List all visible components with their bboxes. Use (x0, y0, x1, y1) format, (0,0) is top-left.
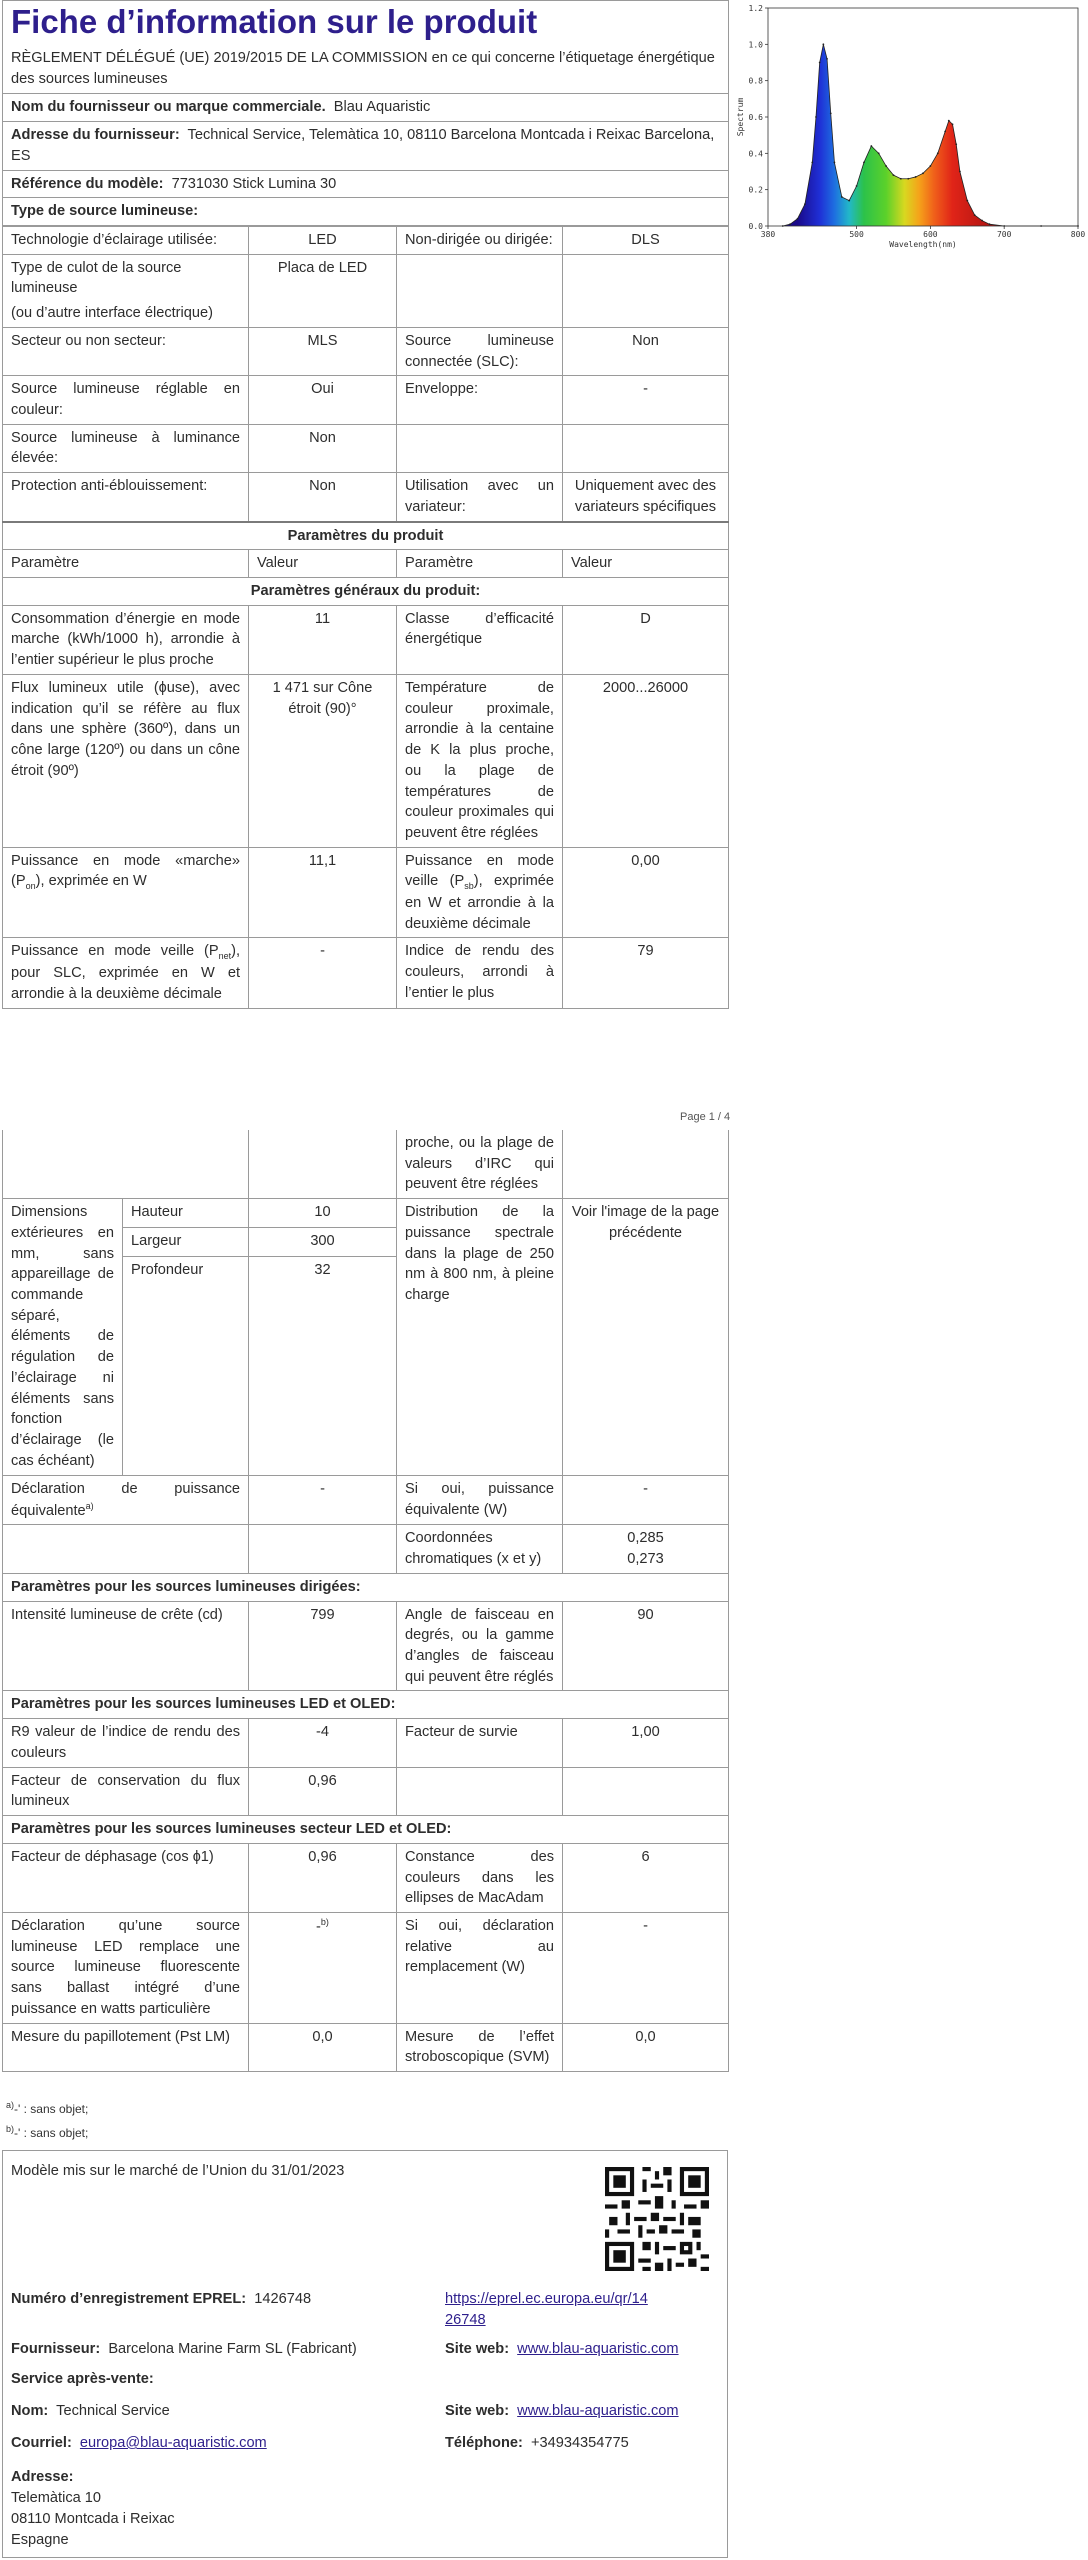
model-row (3, 170, 729, 198)
cct-label: Température de couleur proximale, arrondie à la centaine de K la plus proche, ou la plage de températures de couleur proximales qui peuvent être réglées (397, 674, 563, 847)
peak-intensity-label: Intensité lumineuse de crête (cd) (3, 1601, 249, 1691)
flicker-label: Mesure du papillotement (Pst LM) (3, 2023, 249, 2071)
col-value-1: Valeur (249, 550, 397, 578)
website-row-2 (445, 2401, 679, 2422)
general-params-header: Paramètres généraux du produit: (3, 578, 729, 606)
chroma-label: Coordonnées chromatiques (x et y) (397, 1525, 563, 1573)
y-tick-label: 0.0 (748, 222, 763, 231)
flux-label: Flux lumineux utile (ɸuse), avec indication qu’il se réfère au flux dans une sphère (360º), dans un cône large (120º) ou dans un cône étroit (90º) (3, 674, 249, 847)
fournisseur-label: Fournisseur: (11, 2341, 101, 2357)
envelope-value: - (563, 376, 729, 424)
col-value-2: Valeur (563, 550, 729, 578)
x-axis-label: Wavelength(nm) (889, 240, 957, 249)
eprel-contact-box (2, 2150, 728, 2558)
phone-row (445, 2433, 629, 2454)
high-luminance-value: Non (249, 424, 397, 472)
spectrum-point (959, 171, 961, 173)
postal-block (11, 2467, 175, 2552)
led-header: Paramètres pour les sources lumineuses LED et OLED: (3, 1691, 729, 1719)
pnet-label: Puissance en mode veille $(P_{net})$, pour SLC, exprimée en W et arrondie à la deuxième décimale (3, 938, 249, 1008)
page-number: Page 1 / 4 (680, 1111, 731, 1123)
x-tick-label: 600 (923, 230, 938, 239)
beam-angle-label: Angle de faisceau en degrés, ou la gamme d’angles de faisceau qui peuvent être réglés (397, 1601, 563, 1691)
spectrum-point (797, 218, 799, 220)
spectrum-point (907, 178, 909, 180)
spectrum-point (929, 165, 931, 167)
qr-code-icon[interactable] (605, 2167, 709, 2271)
spectrum-point (974, 214, 976, 216)
r9-value: -4 (249, 1719, 397, 1767)
eprel-label: Numéro d’enregistrement EPREL: (11, 2291, 247, 2307)
equiv-decl-value: - (249, 1476, 397, 1525)
x-tick-label: 700 (996, 230, 1012, 239)
cri-label-part-2: proche, ou la plage de valeurs d’IRC qui peuvent être réglées (397, 1130, 563, 1199)
spectrum-point (878, 152, 880, 154)
directed-label: Non-dirigée ou dirigée: (397, 226, 563, 254)
spectrum-point (955, 143, 957, 145)
svm-label: Mesure de l’effet stroboscopique (SVM) (397, 2023, 563, 2071)
chroma-x: 0,285 (627, 1530, 664, 1547)
maintenance-label: Facteur de conservation du flux lumineux (3, 1767, 249, 1815)
spectrum-point (900, 178, 902, 180)
spectrum-point (981, 220, 983, 222)
col-param-1: Paramètre (3, 550, 249, 578)
name-label: Nom: (11, 2403, 49, 2419)
glare-value: Non (249, 473, 397, 522)
y-axis-label: Spectrum (736, 97, 745, 137)
mail-label: Courriel: (11, 2435, 72, 2451)
spectrum-point (789, 223, 791, 225)
postal-line-1: Telemàtica 10 (11, 2490, 102, 2507)
postal-label: Adresse: (11, 2469, 74, 2485)
website-link-2[interactable]: www.blau-aquaristic.com (517, 2403, 679, 2419)
replacement-label: Déclaration qu’une source lumineuse LED remplace une source lumineuse fluorescente sans ballast intégré d’une puissance en watts particulière (3, 1912, 249, 2023)
slc-label: Source lumineuse connectée (SLC): (397, 327, 563, 375)
supplier-value: Blau Aquaristic (333, 99, 431, 116)
footnote-a: $^{a)}$-' : sans objet; (6, 2100, 89, 2116)
x-tick-label: 380 (760, 230, 776, 239)
cri-label-part-1: Indice de rendu des couleurs, arrondi à l’entier le plus (397, 938, 563, 1008)
class-label: Classe d’efficacité énergétique (397, 605, 563, 674)
spectrum-point (834, 162, 836, 164)
spectrum-point (870, 145, 872, 147)
pon-value: 11,1 (249, 847, 397, 938)
tech-value: LED (249, 226, 397, 254)
col-param-2: Paramètre (397, 550, 563, 578)
eprel-link-block (445, 2289, 648, 2331)
spectrum-point (826, 58, 828, 60)
footnote-b: $^{b)}$-' : sans objet; (6, 2124, 89, 2140)
pnet-value: - (249, 938, 397, 1008)
postal-line-2: 08110 Montcada i Reixac (11, 2511, 175, 2528)
high-luminance-label: Source lumineuse à luminance élevée: (3, 424, 249, 472)
spectrum-chart (736, 0, 1088, 250)
mains-label: Secteur ou non secteur: (3, 327, 249, 375)
spectrum-point (863, 162, 865, 164)
replacement-w-label: Si oui, déclaration relative au remplacement (W) (397, 1912, 563, 2023)
spectrum-point (830, 112, 832, 114)
x-tick-label: 500 (849, 230, 864, 239)
psb-value: 0,00 (563, 847, 729, 938)
spectrum-point (804, 203, 806, 205)
macadam-label: Constance des couleurs dans les ellipses de MacAdam (397, 1843, 563, 1912)
spectrum-point (952, 123, 954, 125)
supplier-label: Nom du fournisseur ou marque commerciale. (11, 99, 326, 116)
address-value: Technical Service, Telemàtica 10, 08110 Barcelona Montcada i Reixac Barcelona, ES (11, 127, 715, 164)
cap-value: Placa de LED (249, 254, 397, 327)
flicker-value: 0,0 (249, 2023, 397, 2071)
eprel-link[interactable]: https://eprel.ec.europa.eu/qr/14 26748 (445, 2291, 648, 2329)
pon-label: Puissance en mode «marche» $(P_{on})$, exprimée en W (3, 847, 249, 938)
fournisseur-value: Barcelona Marine Farm SL (Fabricant) (108, 2341, 357, 2357)
mail-link[interactable]: europa@blau-aquaristic.com (79, 2435, 267, 2451)
cap-label-line-1: Type de culot de la source lumineuse (11, 259, 182, 297)
spectrum-point (966, 200, 968, 202)
phone-label: Téléphone: (445, 2435, 523, 2451)
cap-label-line-2: (ou d’autre interface électrique) (11, 305, 213, 322)
eprel-row (11, 2289, 311, 2310)
spectrum-point (885, 165, 887, 167)
postal-line-3: Espagne (11, 2532, 69, 2549)
address-label: Adresse du fournisseur: (11, 127, 180, 144)
maintenance-value: 0,96 (249, 1767, 397, 1815)
svm-value: 0,0 (563, 2023, 729, 2071)
spectrum-point (848, 200, 850, 202)
spectrum-point (841, 196, 843, 198)
height-value: 10 (249, 1199, 397, 1228)
cct-value: 2000...26000 (563, 674, 729, 847)
directed-header: Paramètres pour les sources lumineuses dirigées: (3, 1573, 729, 1601)
spd-value: Voir l'image de la page précédente (563, 1199, 729, 1476)
envelope-label: Enveloppe: (397, 376, 563, 424)
spectrum-point (948, 120, 950, 122)
spectrum-point (915, 176, 917, 178)
glare-label: Protection anti-éblouissement: (3, 473, 249, 522)
fournisseur-row (11, 2339, 357, 2360)
energy-label: Consommation d’énergie en mode marche (kWh/1000 h), arrondie à l’entier supérieur le plus proche (3, 605, 249, 674)
y-tick-label: 1.0 (748, 40, 763, 50)
market-date: Modèle mis sur le marché de l’Union du 31/01/2023 (11, 2163, 345, 2179)
website-label-2: Site web: (445, 2403, 510, 2419)
header-block (2, 0, 728, 1009)
product-params-header: Paramètres du produit (3, 522, 729, 550)
height-label: Hauteur (123, 1199, 249, 1228)
spectrum-point (815, 116, 817, 118)
equiv-decl-label: Déclaration de puissance équivalente$^{a)}$ (3, 1476, 249, 1525)
replacement-value: -$^{b)}$ (249, 1912, 397, 2023)
regulation-text: RÈGLEMENT DÉLÉGUÉ (UE) 2019/2015 DE LA COMMISSION en ce qui concerne l’étiquetage énergétique des sources lumineuses (11, 49, 715, 87)
spectrum-point (893, 174, 895, 176)
survival-label: Facteur de survie (397, 1719, 563, 1767)
cri-value: 79 (563, 938, 729, 1008)
replacement-w-value: - (563, 1912, 729, 2023)
website-link-1[interactable]: www.blau-aquaristic.com (517, 2341, 679, 2357)
mains-value: MLS (249, 327, 397, 375)
depth-label: Profondeur (123, 1257, 249, 1476)
beam-angle-value: 90 (563, 1601, 729, 1691)
address-row (3, 122, 729, 170)
equiv-power-value: - (563, 1476, 729, 1525)
spectrum-area (783, 44, 1078, 226)
tech-label: Technologie d’éclairage utilisée: (3, 226, 249, 254)
parameters-table-page-2 (2, 1130, 729, 2072)
power-factor-value: 0,96 (249, 1843, 397, 1912)
dimmer-label: Utilisation avec un variateur: (397, 473, 563, 522)
eprel-value: 1426748 (254, 2291, 312, 2307)
mains-led-header: Paramètres pour les sources lumineuses secteur LED et OLED: (3, 1816, 729, 1844)
y-tick-label: 0.2 (748, 185, 763, 195)
parameters-table-page-1 (2, 226, 729, 1009)
spectrum-point (989, 223, 991, 225)
website-row-1 (445, 2339, 679, 2360)
page-title: Fiche d’information sur le produit (11, 3, 538, 40)
supplier-row (3, 94, 729, 122)
tunable-value: Oui (249, 376, 397, 424)
spectrum-plot-area (782, 43, 1079, 226)
flux-value: 1 471 sur Cône étroit (90)° (249, 674, 397, 847)
peak-intensity-value: 799 (249, 1601, 397, 1691)
width-label: Largeur (123, 1228, 249, 1257)
header-table (2, 0, 729, 226)
model-label: Référence du modèle: (11, 175, 164, 192)
type-header: Type de source lumineuse: (3, 198, 729, 226)
spectrum-point (856, 185, 858, 187)
name-row (11, 2401, 170, 2422)
directed-value: DLS (563, 226, 729, 254)
psb-label: Puissance en mode veille $(P_{sb})$, exprimée en W et arrondie à la deuxième décimale (397, 847, 563, 938)
spectrum-point (819, 62, 821, 64)
name-value: Technical Service (56, 2403, 170, 2419)
parameters-continued (2, 1130, 728, 2072)
spectrum-point (811, 162, 813, 164)
depth-value: 32 (249, 1257, 397, 1476)
y-tick-label: 0.4 (748, 149, 763, 159)
spectrum-point (937, 152, 939, 154)
model-value: 7731030 Stick Lumina 30 (171, 175, 337, 192)
equiv-power-label: Si oui, puissance équivalente (W) (397, 1476, 563, 1525)
spectrum-point (822, 43, 824, 45)
dimmer-value: Uniquement avec des variateurs spécifiques (563, 473, 729, 522)
energy-value: 11 (249, 605, 397, 674)
y-tick-label: 0.6 (748, 113, 763, 122)
dimensions-label: Dimensions extérieures en mm, sans appareillage de commande séparé, éléments de régulation de l’éclairage ni éléments sans fonction d’éclairage (le cas échéant) (3, 1199, 123, 1476)
phone-value: +34934354775 (530, 2435, 629, 2451)
spectrum-point (922, 172, 924, 174)
mail-row (11, 2433, 267, 2454)
spectrum-point (944, 131, 946, 133)
macadam-value: 6 (563, 1843, 729, 1912)
r9-label: R9 valeur de l’indice de rendu des couleurs (3, 1719, 249, 1767)
power-factor-label: Facteur de déphasage (cos ɸ1) (3, 1843, 249, 1912)
y-tick-label: 0.8 (748, 76, 763, 86)
cap-label (3, 254, 249, 327)
x-tick-label: 800 (1070, 230, 1086, 239)
website-label-1: Site web: (445, 2341, 510, 2357)
chroma-value (563, 1525, 729, 1573)
survival-value: 1,00 (563, 1719, 729, 1767)
y-tick-label: 1.2 (748, 4, 763, 13)
service-label: Service après-vente: (11, 2371, 154, 2387)
tunable-label: Source lumineuse réglable en couleur: (3, 376, 249, 424)
slc-value: Non (563, 327, 729, 375)
width-value: 300 (249, 1228, 397, 1257)
chroma-y: 0,273 (627, 1551, 664, 1568)
spd-label: Distribution de la puissance spectrale dans la plage de 250 nm à 800 nm, à pleine charge (397, 1199, 563, 1476)
class-value: D (563, 605, 729, 674)
